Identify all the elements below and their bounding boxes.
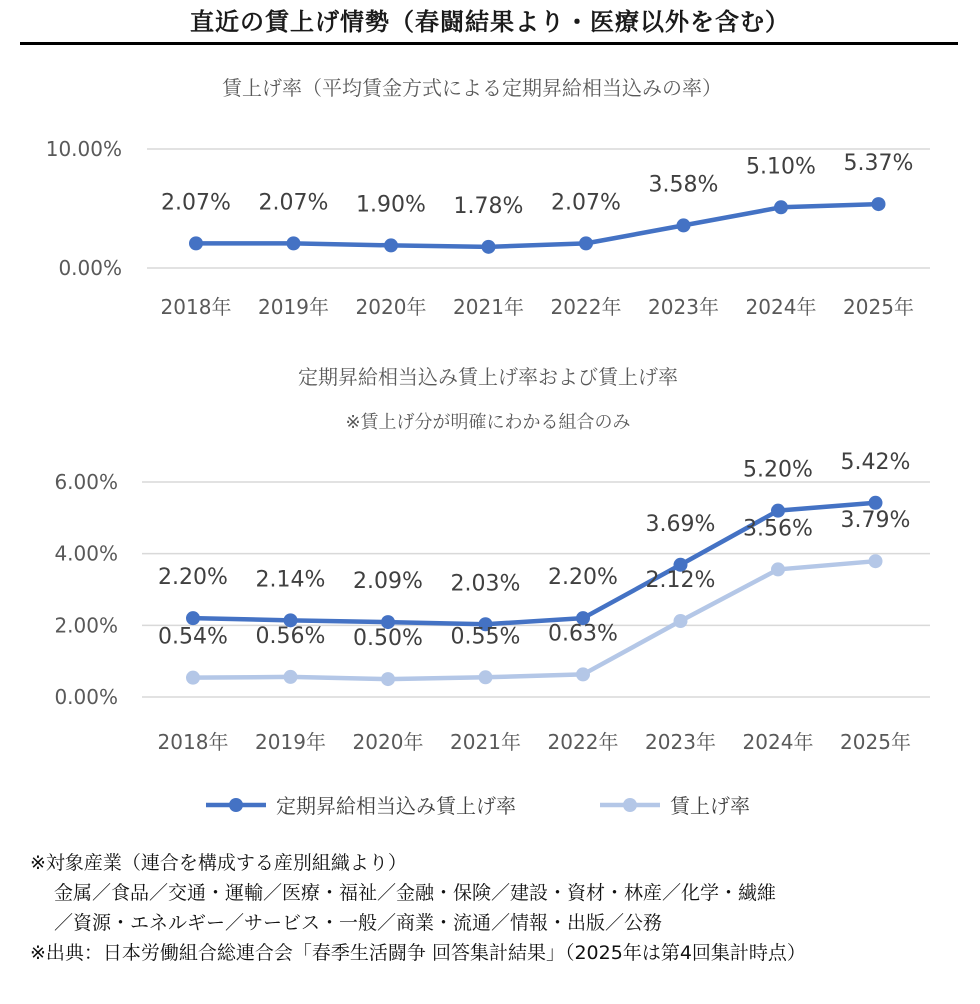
series-1-point xyxy=(482,240,496,254)
data-label: 2.09% xyxy=(353,569,423,595)
x-tick-label: 2024年 xyxy=(742,730,814,754)
series-2-point xyxy=(186,671,200,685)
series-2-point xyxy=(576,667,590,681)
series-1-point xyxy=(189,236,203,250)
series-2-point xyxy=(284,670,298,684)
source-note: ※出典：日本労働組合総連合会「春季生活闘争 回答集計結果」（2025年は第4回集計時点） xyxy=(30,942,806,964)
data-label: 2.07% xyxy=(258,190,329,216)
data-label: 0.54% xyxy=(158,624,228,650)
x-tick-label: 2024年 xyxy=(745,295,817,319)
y-tick-label: 10.00% xyxy=(45,137,122,161)
data-label: 1.78% xyxy=(453,193,524,219)
x-tick-label: 2021年 xyxy=(450,730,521,754)
data-label: 0.55% xyxy=(450,624,521,650)
legend-marker xyxy=(623,798,637,812)
y-tick-label: 4.00% xyxy=(54,541,118,566)
page-title: 直近の賃上げ情勢（春闘結果より・医療以外を含む） xyxy=(190,8,790,36)
series-2-point xyxy=(674,614,688,628)
legend-marker xyxy=(229,798,243,812)
data-label: 5.42% xyxy=(840,449,911,475)
data-label: 2.20% xyxy=(158,565,228,591)
y-tick-label: 2.00% xyxy=(54,613,118,638)
series-1-point xyxy=(186,611,200,625)
data-label: 1.90% xyxy=(356,192,426,218)
series-1-point xyxy=(872,197,886,211)
notes xyxy=(30,848,970,968)
legend-label: 定期昇給相当込み賃上げ率 xyxy=(276,794,516,818)
y-tick-label: 0.00% xyxy=(58,256,122,280)
data-label: 5.37% xyxy=(843,151,914,177)
title-divider xyxy=(20,42,958,45)
data-label: 2.03% xyxy=(450,571,521,597)
x-tick-label: 2025年 xyxy=(843,295,914,319)
data-label: 3.56% xyxy=(743,516,813,542)
x-tick-label: 2023年 xyxy=(648,295,719,319)
data-label: 3.69% xyxy=(645,511,716,537)
x-tick-label: 2025年 xyxy=(840,730,911,754)
data-label: 5.10% xyxy=(746,154,816,180)
industries-list-line-2: ／資源・エネルギー／サービス・一般／商業・流通／情報・出版／公務 xyxy=(54,912,663,934)
data-label: 2.20% xyxy=(548,565,618,591)
industries-heading: ※対象産業（連合を構成する産別組織より） xyxy=(30,852,407,874)
chart-subtitle: ※賃上げ分が明確にわかる組合のみ xyxy=(345,412,631,433)
wage-increase-rate-chart xyxy=(0,60,980,330)
data-label: 2.14% xyxy=(255,567,326,593)
legend-label: 賃上げ率 xyxy=(670,794,750,818)
series-1-point xyxy=(774,200,788,214)
data-label: 3.79% xyxy=(840,508,911,534)
x-tick-label: 2018年 xyxy=(157,730,229,754)
data-label: 2.07% xyxy=(161,190,231,216)
data-label: 0.63% xyxy=(548,621,618,647)
y-tick-label: 6.00% xyxy=(54,470,118,494)
industries-list-line-1: 金属／食品／交通・運輸／医療・福祉／金融・保険／建設・資材・林産／化学・繊維 xyxy=(54,882,777,904)
x-tick-label: 2018年 xyxy=(160,295,232,319)
series-1-point xyxy=(384,238,398,252)
y-tick-label: 0.00% xyxy=(54,685,118,709)
x-tick-label: 2022年 xyxy=(550,295,622,319)
x-tick-label: 2021年 xyxy=(453,295,524,319)
series-1-point xyxy=(677,218,691,232)
x-tick-label: 2023年 xyxy=(645,730,716,754)
x-tick-label: 2020年 xyxy=(355,295,427,319)
chart-title: 定期昇給相当込み賃上げ率および賃上げ率 xyxy=(298,365,678,389)
x-tick-label: 2019年 xyxy=(255,730,326,754)
x-tick-label: 2020年 xyxy=(352,730,424,754)
data-label: 2.12% xyxy=(645,568,716,594)
series-2-point xyxy=(869,554,883,568)
series-2-point xyxy=(479,670,493,684)
data-label: 2.07% xyxy=(551,190,621,216)
data-label: 0.50% xyxy=(353,626,423,652)
series-1-point xyxy=(287,236,301,250)
series-2-point xyxy=(771,562,785,576)
combined-wage-rate-chart xyxy=(0,355,980,835)
x-tick-label: 2022年 xyxy=(547,730,619,754)
chart-title: 賃上げ率（平均賃金方式による定期昇給相当込みの率） xyxy=(222,76,722,100)
x-tick-label: 2019年 xyxy=(258,295,329,319)
series-2-point xyxy=(381,672,395,686)
data-label: 0.56% xyxy=(255,623,326,649)
data-label: 5.20% xyxy=(743,457,813,483)
series-1-point xyxy=(579,236,593,250)
data-label: 3.58% xyxy=(648,172,719,198)
